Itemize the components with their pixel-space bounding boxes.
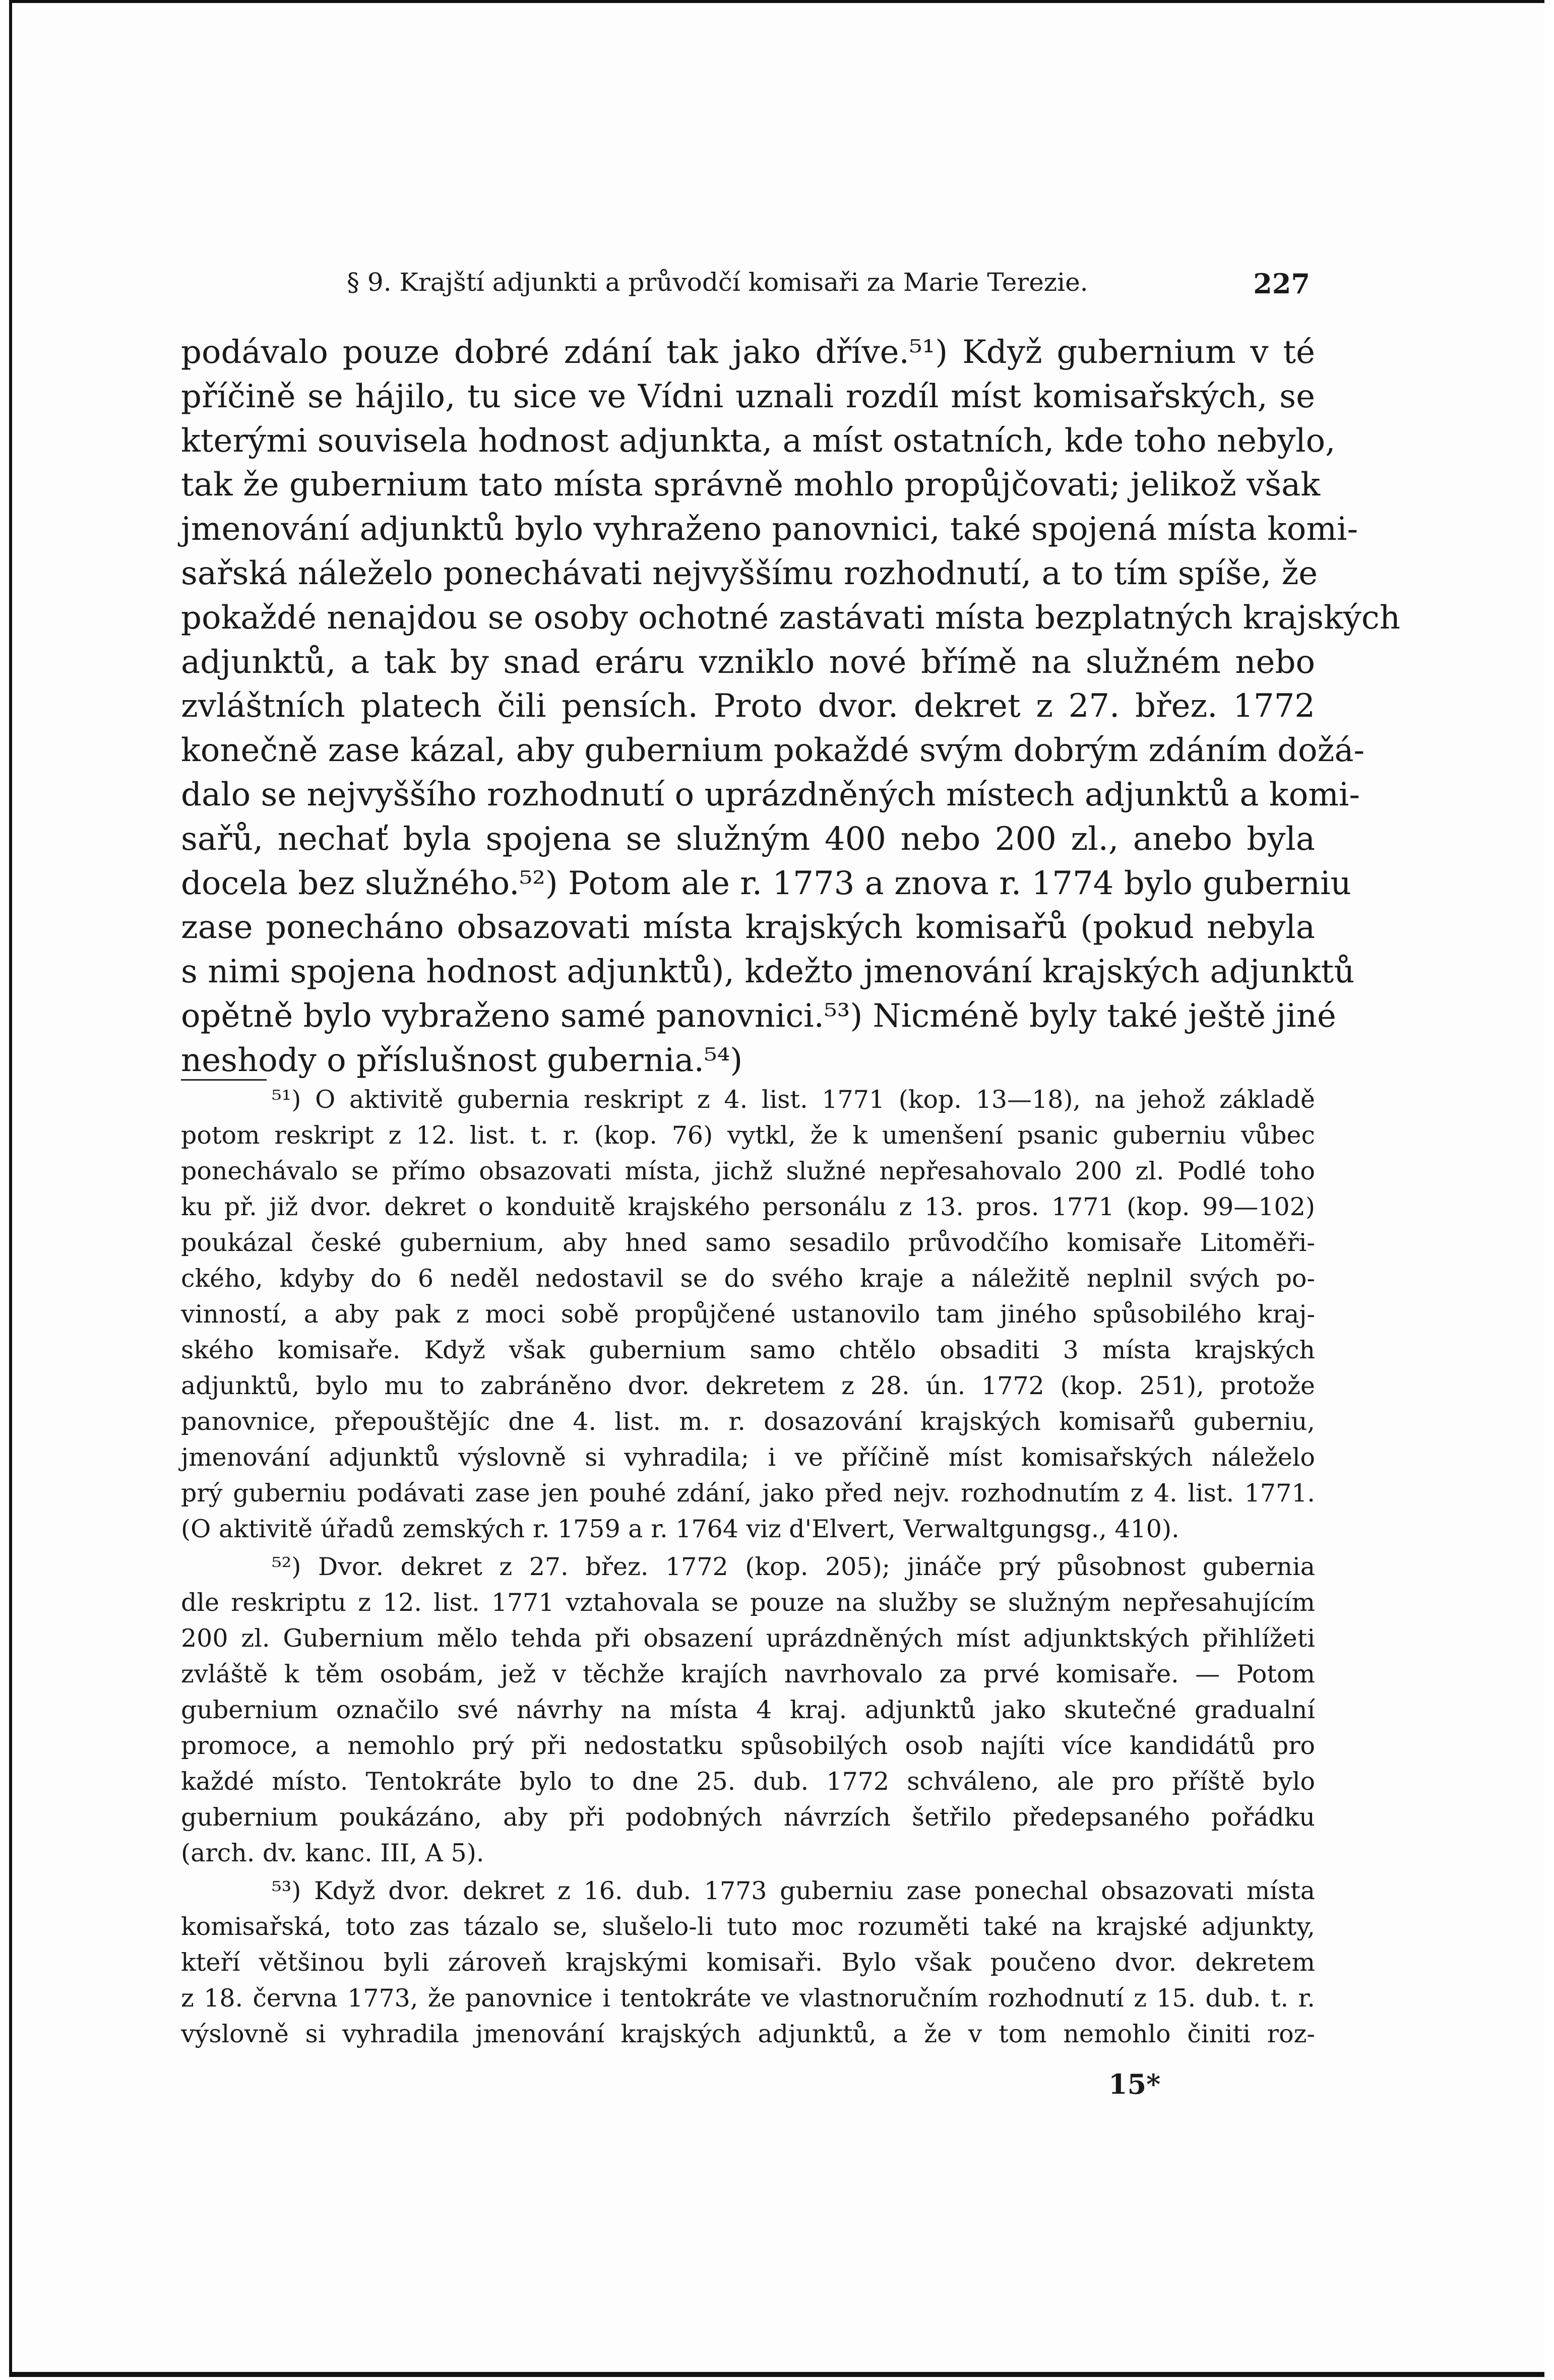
main-line: konečně zase kázal, aby gubernium pokaždé svým dobrým zdáním dožá- [181, 732, 1365, 770]
footnote-line: dle reskriptu z 12. list. 1771 vztahovala se pouze na služby se služným nepřesahujícím [181, 1588, 1315, 1617]
footnote-line: ⁵²) Dvor. dekret z 27. břez. 1772 (kop. 205); jináče prý působnost gubernia [272, 1552, 1315, 1581]
main-line: jmenování adjunktů bylo vyhraženo panovnici, také spojená místa komi- [181, 511, 1358, 548]
footnote-51 [181, 1082, 1315, 1547]
footnote-line: každé místo. Tentokráte bylo to dne 25. dub. 1772 schváleno, ale pro příště bylo [181, 1767, 1315, 1796]
footnote-line: ponechávalo se přímo obsazovati místa, jichž služné nepřesahovalo 200 zl. Podlé toho [181, 1157, 1315, 1185]
main-line: neshody o příslušnost gubernia.⁵⁴) [181, 1041, 743, 1079]
main-line: příčině se hájilo, tu sice ve Vídni uznali rozdíl míst komisařských, se [181, 378, 1315, 415]
page-number: 227 [1253, 268, 1310, 300]
footnote-line: poukázal české gubernium, aby hned samo sesadilo průvodčího komisaře Litoměři- [181, 1228, 1315, 1257]
main-line: adjunktů, a tak by snad eráru vzniklo nové břímě na služném nebo [181, 643, 1315, 681]
main-line: zase ponecháno obsazovati místa krajských komisařů (pokud nebyla [181, 909, 1315, 947]
main-line: kterými souvisela hodnost adjunkta, a míst ostatních, kde toho nebylo, [181, 422, 1336, 460]
footnote-line: výslovně si vyhradila jmenování krajských adjunktů, a že v tom nemohlo činiti roz- [181, 2020, 1315, 2048]
main-line: pokaždé nenajdou se osoby ochotné zastávati místa bezplatných krajských [181, 599, 1400, 637]
main-line: opětně bylo vybraženo samé panovnici.⁵³) Nicméně byly také ještě jiné [181, 997, 1336, 1035]
main-line: zvláštních platech čili pensích. Proto dvor. dekret z 27. břez. 1772 [181, 687, 1315, 725]
footnote-line: ckého, kdyby do 6 neděl nedostavil se do svého kraje a náležitě neplnil svých po- [181, 1264, 1315, 1293]
main-line: dalo se nejvyššího rozhodnutí o uprázdněných místech adjunktů a komi- [181, 776, 1360, 813]
footnote-53 [181, 1873, 1315, 2052]
footnote-line: kteří většinou byli zároveň krajskými komisaři. Bylo však poučeno dvor. dekretem [181, 1948, 1315, 1977]
footnote-line: gubernium označilo své návrhy na místa 4 kraj. adjunktů jako skutečné gradualní [181, 1696, 1315, 1724]
main-line: sařská náleželo ponechávati nejvyššímu rozhodnutí, a to tím spíše, že [181, 554, 1318, 592]
footnote-line: vinností, a aby pak z moci sobě propůjčené ustanovilo tam jiného spůsobilého kraj- [181, 1300, 1315, 1329]
footnote-line: ku př. již dvor. dekret o konduitě krajského personálu z 13. pros. 1771 (kop. 99—102) [181, 1193, 1315, 1221]
footnote-line: 200 zl. Gubernium mělo tehda při obsazení uprázdněných míst adjunktských přihlížeti [181, 1624, 1315, 1653]
footnote-line: z 18. června 1773, že panovnice i tentokráte ve vlastnoručním rozhodnutí z 15. dub. t. r. [181, 1984, 1315, 2013]
footnote-line: adjunktů, bylo mu to zabráněno dvor. dekretem z 28. ún. 1772 (kop. 251), protože [181, 1371, 1315, 1400]
footnote-line: komisařská, toto zas tázalo se, slušelo-li tuto moc rozuměti také na krajské adjunkty, [181, 1912, 1315, 1941]
footnote-line: ⁵¹) O aktivitě gubernia reskript z 4. list. 1771 (kop. 13—18), na jehož základě [272, 1085, 1315, 1114]
main-line: tak že gubernium tato místa správně mohlo propůjčovati; jelikož však [181, 466, 1320, 504]
footnote-line: gubernium poukázáno, aby při podobných návrzích šetřilo předepsaného pořádku [181, 1803, 1315, 1832]
printer-signature-mark: 15* [1108, 2068, 1161, 2100]
footnote-line: (arch. dv. kanc. III, A 5). [181, 1839, 484, 1867]
footnote-line: ského komisaře. Když však gubernium samo chtělo obsaditi 3 místa krajských [181, 1336, 1315, 1364]
footnote-line: promoce, a nemohlo prý při nedostatku spůsobilých osob najíti více kandidátů pro [181, 1731, 1315, 1760]
running-header: § 9. Krajští adjunkti a průvodčí komisaři za Marie Terezie. [347, 268, 1088, 297]
footnote-line: prý guberniu podávati zase jen pouhé zdání, jako před nejv. rozhodnutím z 4. list. 1771. [181, 1479, 1315, 1508]
footnotes [181, 1082, 1315, 2054]
footnote-line: panovnice, přepouštějíc dne 4. list. m. r. dosazování krajských komisařů guberniu, [181, 1407, 1315, 1436]
footnote-52 [181, 1549, 1315, 1871]
main-line: podávalo pouze dobré zdání tak jako dříve.⁵¹) Když gubernium v té [181, 334, 1315, 371]
main-line: sařů, nechať byla spojena se služným 400 nebo 200 zl., anebo byla [181, 820, 1315, 858]
footnote-line: (O aktivitě úřadů zemských r. 1759 a r. 1764 viz d'Elvert, Verwaltgungsg., 410). [181, 1515, 1179, 1543]
main-paragraph [181, 331, 1400, 1083]
main-line: s nimi spojena hodnost adjunktů), kdežto jmenování krajských adjunktů [181, 953, 1355, 991]
footnote-line: potom reskript z 12. list. t. r. (kop. 76) vytkl, že k umenšení psanic guberniu vůbec [181, 1121, 1315, 1150]
footnote-divider [181, 1079, 267, 1081]
footnote-line: jmenování adjunktů výslovně si vyhradila; i ve příčině míst komisařských náleželo [181, 1443, 1315, 1472]
book-page [9, 0, 1544, 2377]
footnote-line: ⁵³) Když dvor. dekret z 16. dub. 1773 guberniu zase ponechal obsazovati místa [272, 1876, 1315, 1905]
footnote-line: zvláště k těm osobám, jež v těchže krajích navrhovalo za prvé komisaře. — Potom [181, 1660, 1315, 1688]
main-line: docela bez služného.⁵²) Potom ale r. 1773 a znova r. 1774 bylo guberniu [181, 864, 1351, 902]
